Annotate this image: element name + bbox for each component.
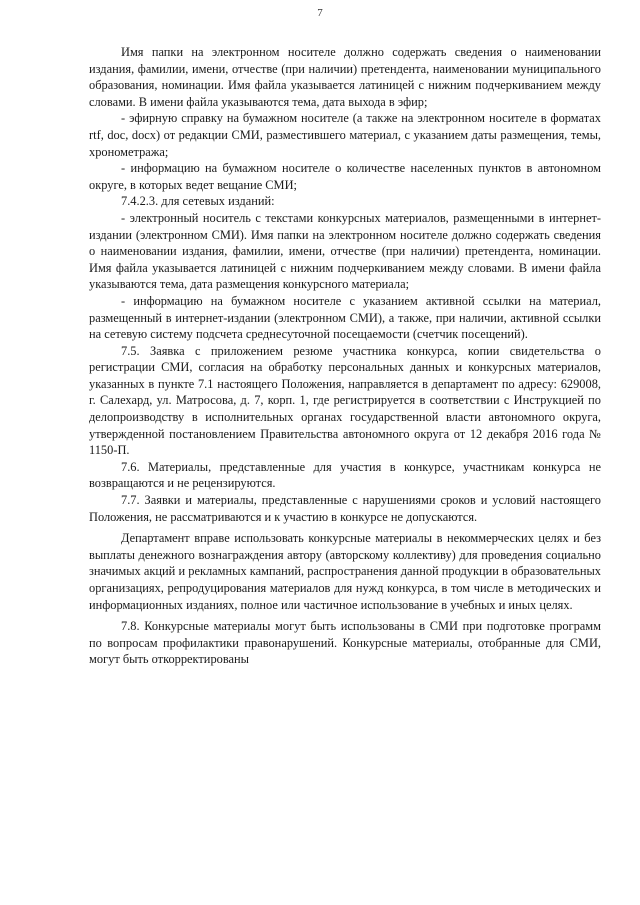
paragraph-settlements-info: - информацию на бумажном носителе о количестве населенных пунктов в автономном округе, в которых ведет вещание СМИ; (89, 161, 601, 192)
paragraph-7-7: 7.7. Заявки и материалы, представленные с нарушениями сроков и условий настоящего Положения, не рассматриваются и к участию в конкурсе не допускаются. (89, 493, 601, 524)
paragraph-broadcast-certificate: - эфирную справку на бумажном носителе (а также на электронном носителе в форматах rtf, doc, docx) от редакции СМИ, разместившего материал, с указанием даты размещения, темы, хронометража; (89, 111, 601, 159)
document-body (89, 44, 601, 668)
paragraph-7-5: 7.5. Заявка с приложением резюме участника конкурса, копии свидетельства о регистрации СМИ, согласия на обработку персональных данных и конкурсных материалов, указанных в пункте 7.1 настоящего Положения, направляется в департамент по адресу: 629008, г. Салехард, ул. Матросова, д. 7, корп. 1, где регистрируется в соответствии с Инструкцией по делопроизводству в исполнительных органах государственной власти автономного округа, утвержденной постановлением Правительства автономного округа от 12 декабря 2016 года № 1150-П. (89, 343, 601, 458)
paragraph-folder-naming: Имя папки на электронном носителе должно содержать сведения о наименовании издания, фамилии, имени, отчестве (при наличии) претендента, наименовании муниципального образования, номинации. Имя файла указывается латиницей с нижним подчеркиванием между словами. В имени файла указываются тема, дата выхода в эфир; (89, 45, 601, 109)
paragraph-department-rights: Департамент вправе использовать конкурсные материалы в некоммерческих целях и без выплаты денежного вознаграждения автору (авторскому коллективу) для проведения социально значимых акций и рекламных кампаний, распространения данной продукции в образовательных организациях, репродуцирования материалов для нужд конкурса, в том числе в методических и информационных изданиях, полное или частичное использование в учебных и иных целях. (89, 531, 601, 612)
paragraph-7-6: 7.6. Материалы, представленные для участия в конкурсе, участникам конкурса не возвращаются и не рецензируются. (89, 459, 601, 491)
paragraph-online-media-heading: 7.4.2.3. для сетевых изданий: (121, 194, 275, 209)
page-number: 7 (317, 7, 323, 19)
paragraph-electronic-media: - электронный носитель с текстами конкурсных материалов, размещенными в интернет-издании (электронном СМИ). Имя папки на электронном носителе должно содержать сведения о наименовании издания, фамилии, имени, отчестве (при наличии) претендента, номинации. Имя файла указывается латиницей с нижним подчеркиванием между словами. В имени файла указываются тема, дата размещения конкурсного материала; (89, 210, 601, 292)
paragraph-active-link-info: - информацию на бумажном носителе с указанием активной ссылки на материал, размещенный в интернет-издании (электронном СМИ), а также, при наличии, активной ссылки на сетевую систему подсчета среднесуточной посещаемости (счетчик посещений). (89, 293, 601, 342)
paragraph-7-8: 7.8. Конкурсные материалы могут быть использованы в СМИ при подготовке программ по вопросам профилактики правонарушений. Конкурсные материалы, отобранные для СМИ, могут быть откорректированы (89, 619, 601, 667)
